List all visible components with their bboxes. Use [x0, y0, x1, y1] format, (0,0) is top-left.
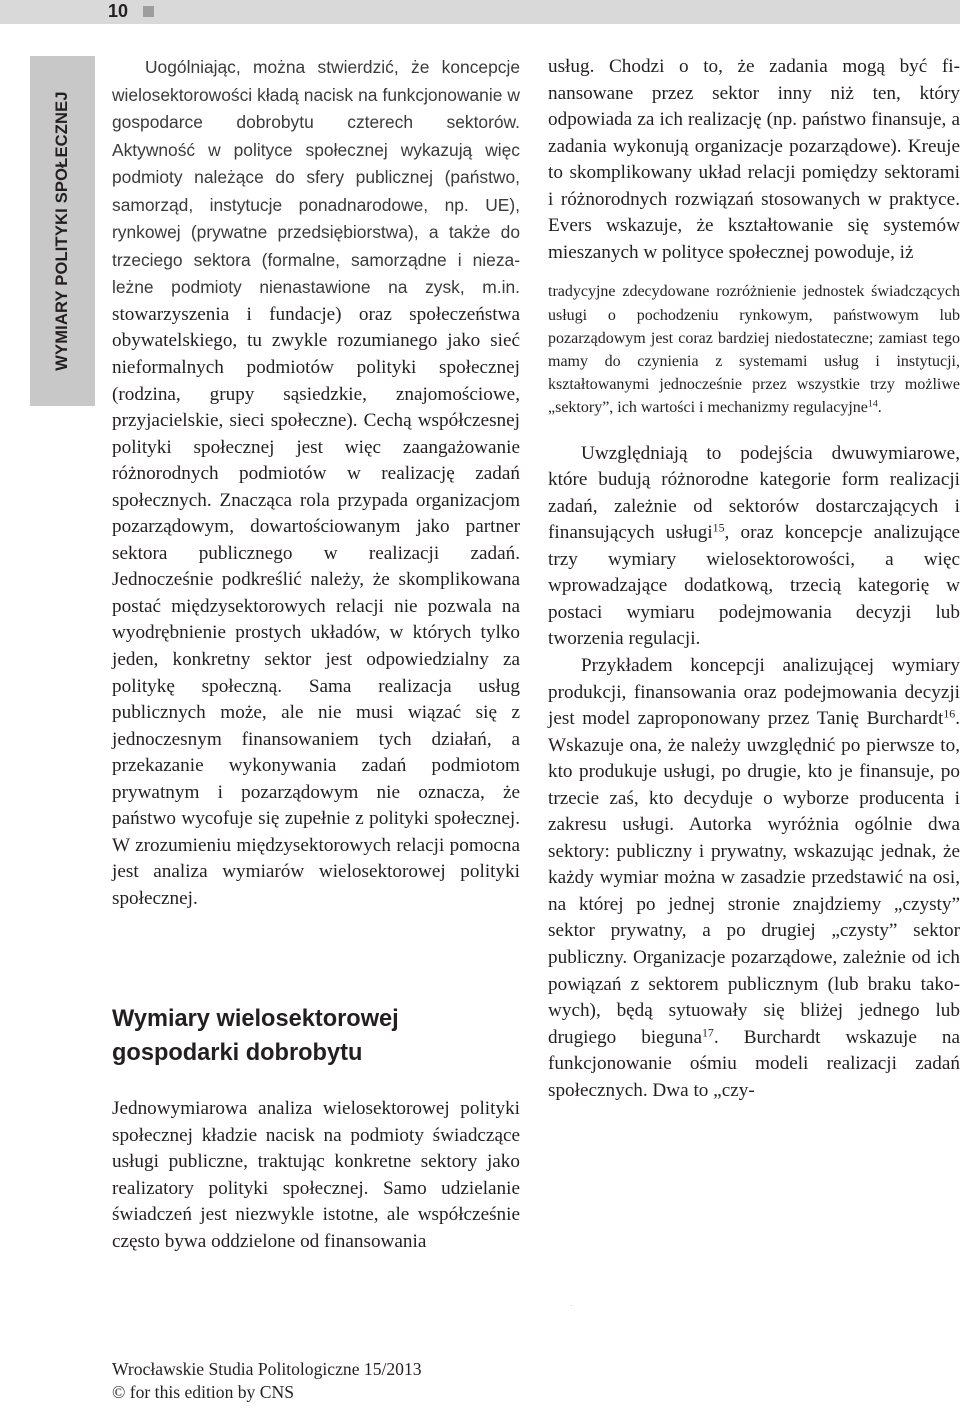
footnote-ref[interactable]: 15 — [712, 520, 725, 535]
paragraph-text: , oraz koncepcje analizujące trzy wymiary wielosektorowości, a więc wprowadzające dodatkową, trzecią kategorię w postaci wymiaru podejmowania decyzji lub tworzenia regulacji. — [548, 522, 960, 650]
section-paragraph: Jednowymiarowa analiza wielosektorowej polityki społecznej kładzie nacisk na podmioty świadczące usługi publiczne, traktując konkretne sektory jako realizatory polityki społecznej. Samo udzielanie świadczeń jest niezwykle istotne, ale współcześnie często bywa oddzielone od finansowania — [112, 1098, 520, 1252]
footnote-ref[interactable]: 17 — [701, 1025, 714, 1040]
paragraph-text-sans: Uogólniając, można stwierdzić, że koncepcje wielosektorowości kładą nacisk na funkcjonowanie w gospodarce dobrobytu czterech sektorów. Aktywność w polityce społecznej wykazują więc podmioty należące do sfery publicznej (państwo, samorząd, instytucje ponadnarodowe, np. UE), rynkowej (prywatne przedsiębiorstwa), a także do trzeciego sektora (formalne, samorządne i niezależne podmioty nienastawione na zysk, m.in. — [112, 57, 520, 298]
right-column — [548, 54, 960, 1104]
paragraph-text: . Wskazuje ona, że należy uwzględnić po pierwsze to, kto produkuje usługi, po drugie, kto je finansuje, po trzecie zaś, kto decyduje o wyborze producenta i zakresu usługi. Autorka wyróżnia ogólnie dwa sektory: publiczny i prywatny, wskazując jednak, że każdy wymiar można w zasadzie przedstawić na osi, na której po jednej stronie znajdziemy „czysty” sektor prywatny, a po drugiej „czysty” sektor publiczny. Organizacje pozarządowe, zależnie od ich powiązań z sektorem publicznym (lub braku takowych), będą sytuowały się bliżej jednego lub drugiego bieguna — [548, 708, 960, 1048]
body-paragraph — [548, 441, 960, 653]
paragraph-text-serif: stowarzyszenia i fundacje) oraz społeczeństwa obywatelskiego, tu zwykle rozumianego jako sieć nieformalnych podmiotów polityki społecznej (rodzina, grupy sąsiedzkie, znajomościowe, przyjacielskie, sieci społeczne). Cechą współczesnej polityki społecznej jest więc zaangażowanie różnorodnych podmiotów w realizację zadań społecznych. Znacząca rola przypada organizacjom pozarządowym, dowartościowanym jako partner sektora publicznego w realizacji zadań. Jednocześnie podkreślić należy, że skomplikowana postać międzysektorowych relacji nie pozwala na wyodrębnienie prostych układów, w których tylko jeden, konkretny sektor jest odpowiedzialny za politykę społeczną. Sama realizacja usług publicznych może, ale nie musi wiązać się z jednoczesnym finansowaniem tych działań, a przekazanie wykonywania zadań podmiotom prywatnym i pozarządowym nie oznacza, że państwo wycofuje się zupełnie z polityki społecznej. W zrozumieniu międzysektorowych relacji pomocna jest analiza wymiarów wielosektorowej polityki społecznej. — [112, 303, 520, 909]
footnote-ref[interactable]: 16 — [943, 706, 956, 721]
quote-text: tradycyjne zdecydowane rozróżnienie jednostek świadczących usługi o pochodzeniu rynkowym, państwowym lub pozarządowym jest coraz bardziej niedostateczne; zamiast tego mamy do czynienia z systemami usług i instytucji, kształtowanymi jednocześnie przez wszystkie trzy możliwe „sektory”, ich wartości i mechanizmy regulacyjne — [548, 283, 960, 417]
page-number: 10 — [108, 1, 129, 21]
footer — [112, 1358, 532, 1404]
copyright-notice: © for this edition by CNS — [112, 1382, 294, 1402]
sidebar-label: WYMIARY POLITYKI SPOŁECZNEJ — [53, 91, 71, 371]
paragraph-text: Przykładem koncepcji analizującej wymiary produkcji, finansowania oraz podejmowania decyzji jest model zaproponowany przez Tanię Burchardt — [548, 654, 960, 730]
paragraph-text: . Burchardt wskazuje na funkcjonowanie ośmiu modeli realizacji zadań społecznych. Dwa to „czy- — [548, 1026, 960, 1101]
paragraph-text: Uwzględniają to podejścia dwuwymiarowe, które budują różnorodne kategorie form realizacji zadań, zależnie od sektorów dostarczających i finansujących usługi — [548, 442, 960, 544]
section-heading: Wymiary wielosektorowej gospodarki dobrobytu — [112, 1006, 399, 1066]
footnote-ref[interactable]: 14 — [867, 398, 878, 410]
body-paragraph — [548, 653, 960, 1104]
block-quote — [548, 280, 960, 419]
left-column — [112, 54, 520, 913]
journal-name: Wrocławskie Studia Politologiczne 15/2013 — [112, 1359, 422, 1379]
section-paragraph-column — [112, 1096, 520, 1255]
tiny-mark: · — [570, 1302, 573, 1310]
quote-end: . — [877, 399, 882, 417]
section-sidebar-tab — [30, 56, 95, 406]
body-paragraph-continued: usług. Chodzi o to, że zadania mogą być finansowane przez sektor inny niż ten, który odpowiada za ich realizację (np. państwo finansuje, a zadania wykonują organizacje pozarządowe). Kreuje to skomplikowany układ relacji pomiędzy sektorami i różnorodnych rozwiązań stosowanych w praktyce. Evers wskazuje, że kształtowanie się systemów mieszanych w polityce społecznej powoduje, iż — [548, 56, 960, 263]
body-paragraph — [112, 54, 520, 913]
square-icon — [143, 6, 154, 17]
